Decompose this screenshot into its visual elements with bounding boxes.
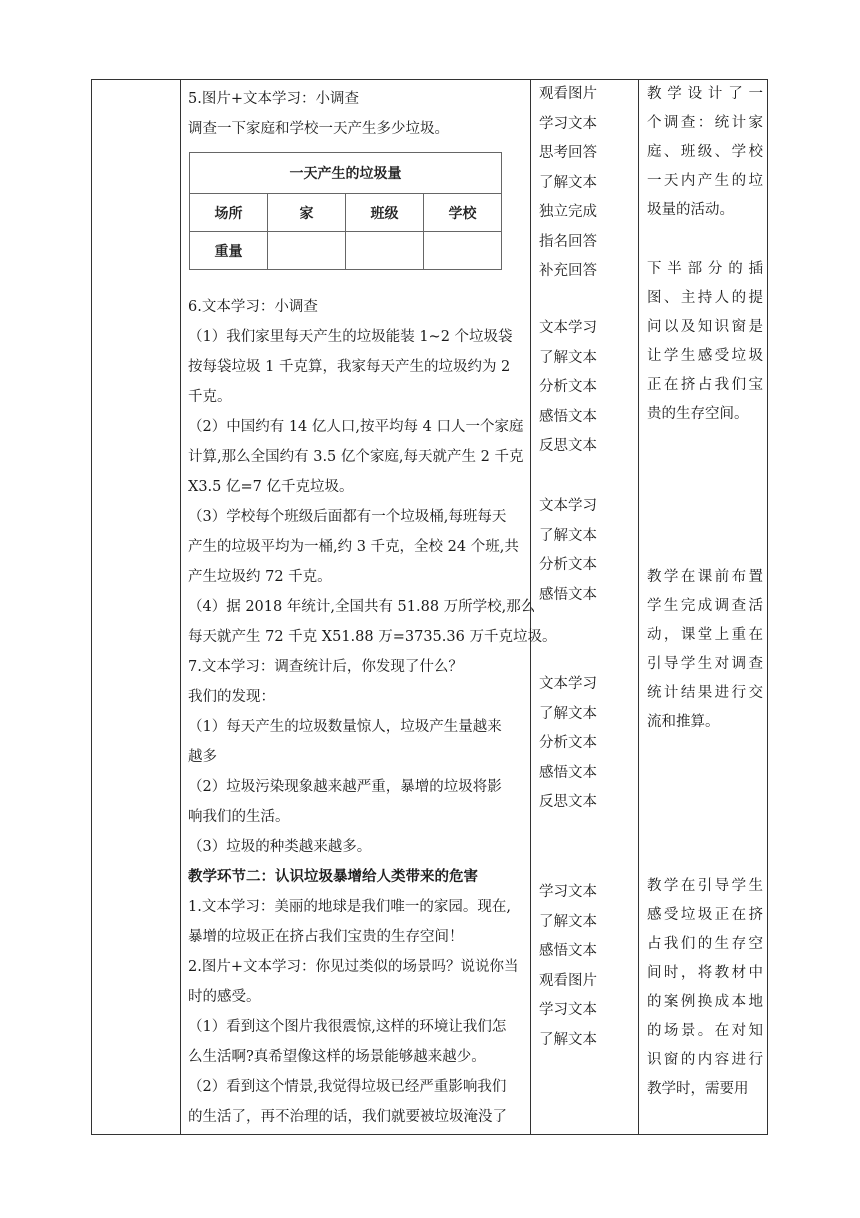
content-line: （2）看到这个情景,我觉得垃圾已经严重影响我们 bbox=[188, 1079, 507, 1095]
activity-item: 了解文本 bbox=[539, 527, 597, 544]
design-note-line: 流和推算。 bbox=[647, 714, 720, 730]
content-line: 7.文本学习：调查统计后，你发现了什么？ bbox=[188, 659, 463, 675]
activity-item: 感悟文本 bbox=[539, 764, 597, 781]
content-line: 的生活了，再不治理的话，我们就要被垃圾淹没了 bbox=[188, 1109, 507, 1125]
activity-item: 感悟文本 bbox=[539, 408, 597, 425]
survey-header-cell: 家 bbox=[268, 194, 346, 232]
content-line: （2）中国约有 14 亿人口,按平均每 4 口人一个家庭 bbox=[188, 419, 524, 435]
activity-item: 学习文本 bbox=[539, 1002, 597, 1018]
design-note-line: 正在挤占我们宝 bbox=[647, 377, 763, 393]
design-note-line: 教学时，需要用 bbox=[647, 1081, 749, 1097]
design-note-line: 下半部分的插 bbox=[647, 261, 763, 277]
design-note bbox=[647, 255, 763, 429]
design-note-line: 教学在课前布置 bbox=[647, 569, 763, 585]
activity-item: 反思文本 bbox=[539, 794, 597, 810]
content-line: 我们的发现： bbox=[188, 689, 275, 705]
activity-item: 感悟文本 bbox=[539, 943, 597, 959]
activity-item: 分析文本 bbox=[539, 557, 597, 573]
survey-row-label: 重量 bbox=[190, 232, 268, 270]
activity-group bbox=[539, 670, 629, 818]
content-line: 每天就产生 72 千克 X51.88 万=3735.36 万千克垃圾。 bbox=[188, 629, 557, 645]
content-line: 响我们的生活。 bbox=[188, 809, 290, 825]
activity-item: 独立完成 bbox=[539, 204, 597, 220]
design-note-line: 一天内产生的垃 bbox=[647, 173, 763, 189]
teaching-content-column bbox=[188, 84, 557, 1132]
activity-item: 观看图片 bbox=[539, 86, 597, 102]
design-note-line: 动，课堂上重在 bbox=[647, 627, 763, 643]
content-line: 调查一下家庭和学校一天产生多少垃圾。 bbox=[188, 121, 449, 137]
design-note-line: 占我们的生存空 bbox=[647, 936, 763, 952]
content-line: 么生活啊?真希望像这样的场景能够越来越少。 bbox=[188, 1049, 486, 1065]
content-line: （1）每天产生的垃圾数量惊人，垃圾产生量越来 bbox=[188, 719, 502, 735]
activity-item: 文本学习 bbox=[539, 320, 597, 336]
design-note-line: 教学在引导学生 bbox=[647, 878, 763, 894]
content-line: （3）垃圾的种类越来越多。 bbox=[188, 839, 372, 855]
activity-item: 了解文本 bbox=[539, 705, 597, 722]
activity-item: 了解文本 bbox=[539, 349, 597, 366]
design-note-line: 的案例换成本地 bbox=[647, 994, 763, 1010]
activity-item: 文本学习 bbox=[539, 676, 597, 692]
design-note bbox=[647, 872, 763, 1104]
design-note bbox=[647, 563, 763, 737]
content-line: （3）学校每个班级后面都有一个垃圾桶,每班每天 bbox=[188, 509, 507, 525]
activity-group bbox=[539, 314, 629, 462]
content-line: 暴增的垃圾正在挤占我们宝贵的生存空间！ bbox=[188, 929, 464, 945]
activity-item: 了解文本 bbox=[539, 1031, 597, 1048]
content-line: （4）据 2018 年统计,全国共有 51.88 万所学校,那么 bbox=[188, 599, 536, 615]
design-note-line: 间时，将教材中 bbox=[647, 965, 763, 981]
content-line: 5.图片+文本学习：小调查 bbox=[188, 91, 359, 107]
activity-item: 分析文本 bbox=[539, 379, 597, 395]
design-note-line: 教学设计了一 bbox=[647, 86, 763, 102]
design-note-line: 识窗的内容进行 bbox=[647, 1052, 763, 1068]
design-note-line: 庭、班级、学校 bbox=[647, 144, 763, 160]
content-line: 千克。 bbox=[188, 389, 232, 405]
survey-empty-cell[interactable] bbox=[424, 232, 502, 270]
activity-item: 感悟文本 bbox=[539, 586, 597, 603]
survey-header-cell: 班级 bbox=[346, 194, 424, 232]
content-line: （1）看到这个图片我很震惊,这样的环境让我们怎 bbox=[188, 1019, 507, 1035]
content-line: （1）我们家里每天产生的垃圾能装 1~2 个垃圾袋 bbox=[188, 329, 513, 345]
section-heading: 教学环节二：认识垃圾暴增给人类带来的危害 bbox=[188, 869, 478, 885]
content-line: （2）垃圾污染现象越来越严重，暴增的垃圾将影 bbox=[188, 779, 502, 795]
content-line: 2.图片+文本学习：你见过类似的场景吗？说说你当 bbox=[188, 959, 519, 975]
column-divider-1 bbox=[180, 79, 181, 1135]
content-line: 6.文本学习：小调查 bbox=[188, 299, 318, 315]
content-line: 按每袋垃圾 1 千克算，我家每天产生的垃圾约为 2 bbox=[188, 359, 511, 375]
content-line: 产生的垃圾平均为一桶,约 3 千克，全校 24 个班,共 bbox=[188, 539, 519, 555]
content-line: 计算,那么全国约有 3.5 亿个家庭,每天就产生 2 千克 bbox=[188, 449, 524, 465]
garbage-survey-table bbox=[189, 152, 502, 270]
design-note-line: 的场景。在对知 bbox=[647, 1023, 763, 1039]
design-note-line: 贵的生存空间。 bbox=[647, 406, 749, 422]
survey-header-cell: 学校 bbox=[424, 194, 502, 232]
activity-item: 了解文本 bbox=[539, 913, 597, 930]
survey-empty-cell[interactable] bbox=[268, 232, 346, 270]
activity-item: 文本学习 bbox=[539, 498, 597, 514]
activity-item: 补充回答 bbox=[539, 263, 597, 279]
activity-group bbox=[539, 492, 629, 610]
content-line: 越多 bbox=[188, 749, 217, 765]
activity-item: 了解文本 bbox=[539, 174, 597, 191]
activity-item: 观看图片 bbox=[539, 972, 597, 989]
activity-group bbox=[539, 80, 629, 287]
activity-item: 学习文本 bbox=[539, 884, 597, 900]
activity-item: 思考回答 bbox=[539, 145, 597, 161]
survey-empty-cell[interactable] bbox=[346, 232, 424, 270]
content-line: 产生垃圾约 72 千克。 bbox=[188, 569, 332, 585]
design-note-line: 让学生感受垃圾 bbox=[647, 348, 763, 364]
content-line: X3.5 亿=7 亿千克垃圾。 bbox=[188, 479, 354, 495]
design-note-line: 圾量的活动。 bbox=[647, 202, 734, 218]
design-note bbox=[647, 80, 763, 225]
design-note-line: 引导学生对调查 bbox=[647, 656, 763, 672]
design-note-line: 个调查：统计家 bbox=[647, 115, 763, 131]
design-note-line: 感受垃圾正在挤 bbox=[647, 907, 763, 923]
activity-item: 反思文本 bbox=[539, 438, 597, 454]
column-divider-3 bbox=[638, 79, 639, 1135]
design-note-line: 学生完成调查活 bbox=[647, 598, 763, 614]
design-note-line: 统计结果进行交 bbox=[647, 685, 763, 701]
survey-table-title: 一天产生的垃圾量 bbox=[190, 153, 502, 194]
activity-item: 学习文本 bbox=[539, 115, 597, 132]
content-line: 1.文本学习：美丽的地球是我们唯一的家园。现在, bbox=[188, 899, 511, 915]
activity-item: 分析文本 bbox=[539, 735, 597, 751]
survey-header-cell: 场所 bbox=[190, 194, 268, 232]
design-note-line: 图、主持人的提 bbox=[647, 290, 763, 306]
activity-group bbox=[539, 878, 629, 1055]
activity-item: 指名回答 bbox=[539, 233, 597, 250]
content-line: 时的感受。 bbox=[188, 989, 261, 1005]
design-note-line: 问以及知识窗是 bbox=[647, 319, 763, 335]
